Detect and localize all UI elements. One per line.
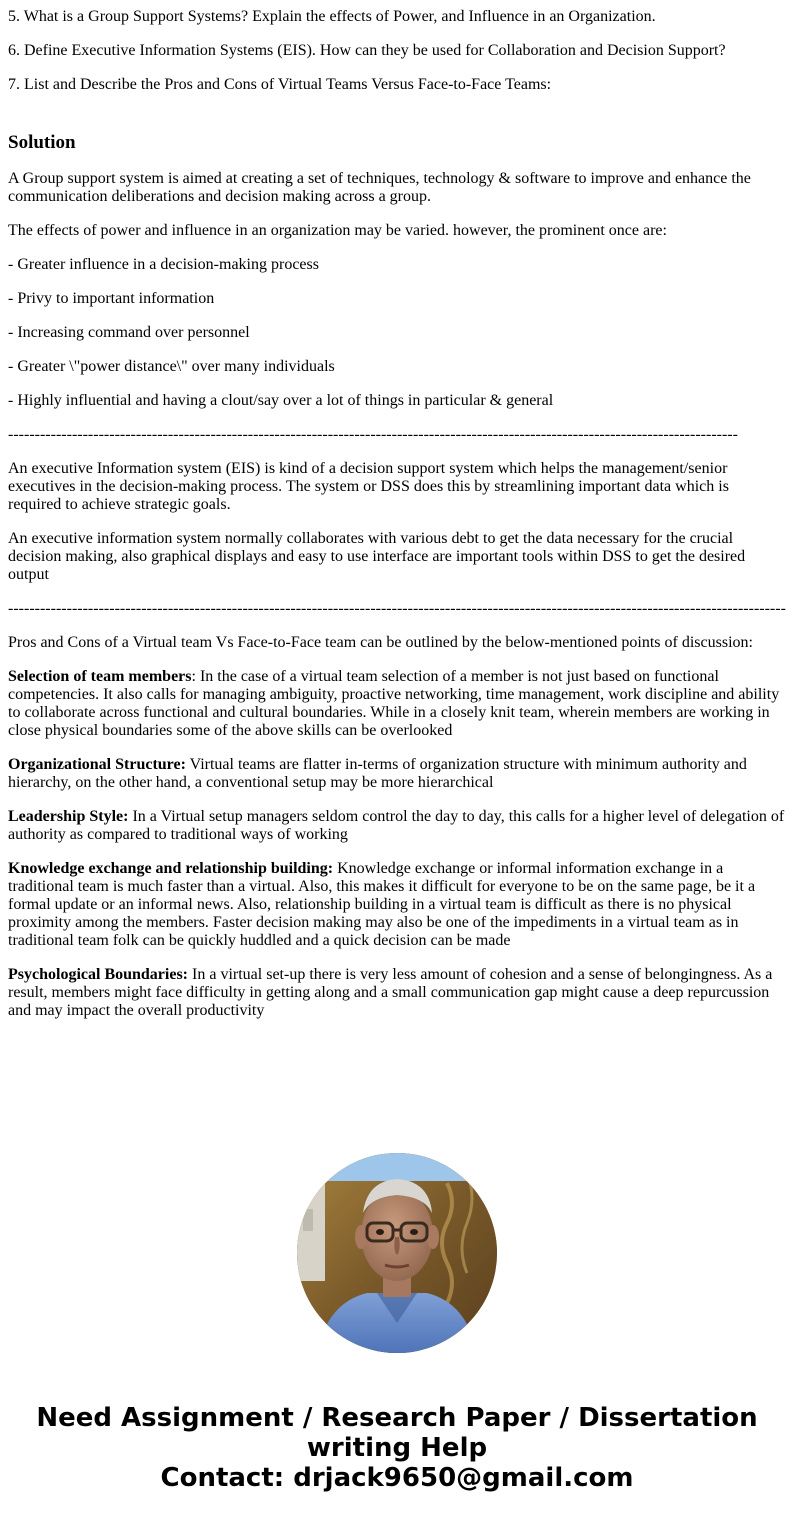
promo-contact: Contact: drjack9650@gmail.com xyxy=(160,1463,634,1493)
gss-effect-item: - Greater \"power distance\" over many individuals xyxy=(8,358,335,375)
virtual-point-term: Organizational Structure: xyxy=(8,756,186,773)
virtual-point-term: Psychological Boundaries: xyxy=(8,966,189,983)
section-divider: -------------------------------------------------------------------------------------------------------------------------------------------------- xyxy=(8,600,786,617)
virtual-intro: Pros and Cons of a Virtual team Vs Face-to-Face team can be outlined by the below-mentioned points of discussion: xyxy=(8,634,753,651)
virtual-point xyxy=(8,966,786,1020)
gss-effect-item: - Highly influential and having a clout/say over a lot of things in particular & general xyxy=(8,392,554,409)
virtual-point-term: Leadership Style: xyxy=(8,808,129,825)
virtual-point-text: In a virtual set-up there is very less amount of cohesion and a sense of belongingness. As a result, members might face difficulty in getting along and a small communication gap might cause a deep repurcussion and may impact the overall productivity xyxy=(8,966,773,1019)
virtual-point-text: Virtual teams are flatter in-terms of organization structure with minimum authority and hierarchy, on the other hand, a conventional setup may be more hierarchical xyxy=(8,756,747,791)
gss-effect-item: - Greater influence in a decision-making process xyxy=(8,256,319,273)
virtual-point-text: : In the case of a virtual team selection of a member is not just based on functional competencies. It also calls for managing ambiguity, proactive networking, time management, work discipline and ability to collaborate across functional and cultural boundaries. While in a closely knit team, wherein members are working in close physical boundaries some of the above skills can be overlooked xyxy=(8,668,780,739)
virtual-point-term: Knowledge exchange and relationship building: xyxy=(8,860,334,877)
virtual-point xyxy=(8,860,786,950)
eis-definition: An executive Information system (EIS) is kind of a decision support system which helps the management/senior executives in the decision-making process. The system or DSS does this by streamlining important data which is required to achieve strategic goals. xyxy=(8,460,729,513)
virtual-point xyxy=(8,668,786,740)
virtual-point xyxy=(8,756,786,792)
gss-effect-item: - Increasing command over personnel xyxy=(8,324,250,341)
article xyxy=(8,8,786,1036)
author-portrait-image xyxy=(297,1153,497,1353)
solution-heading: Solution xyxy=(8,132,76,153)
author-avatar xyxy=(297,1153,497,1353)
question-7: 7. List and Describe the Pros and Cons of Virtual Teams Versus Face-to-Face Teams: xyxy=(8,76,552,93)
gss-definition: A Group support system is aimed at creating a set of techniques, technology & software to improve and enhance the communication deliberations and decision making across a group. xyxy=(8,170,751,205)
question-5: 5. What is a Group Support Systems? Explain the effects of Power, and Influence in an Organization. xyxy=(8,8,656,25)
promo-banner xyxy=(0,1403,794,1493)
virtual-point-text: In a Virtual setup managers seldom control the day to day, this calls for a higher level of delegation of authority as compared to traditional ways of working xyxy=(8,808,785,843)
promo-line: Need Assignment / Research Paper / Dissertation xyxy=(36,1403,758,1433)
promo-line: writing Help xyxy=(306,1433,488,1463)
virtual-point-text: Knowledge exchange or informal information exchange in a traditional team is much faster than a virtual. Also, this makes it difficult for everyone to be on the same page, be it a formal update or an informal news. Also, relationship building in a virtual team is difficult as there is no physical proximity among the members. Faster decision making may also be one of the impediments in a virtual team as in traditional team folk can be quickly huddled and a quick decision can be made xyxy=(8,860,756,949)
question-6: 6. Define Executive Information Systems (EIS). How can they be used for Collaboration and Decision Support? xyxy=(8,42,726,59)
gss-effects-intro: The effects of power and influence in an organization may be varied. however, the prominent once are: xyxy=(8,222,667,239)
virtual-point xyxy=(8,808,786,844)
section-divider: ----------------------------------------------------------------------------------------------------------------------------------------- xyxy=(8,426,738,443)
virtual-point-term: Selection of team members xyxy=(8,668,192,685)
gss-effect-item: - Privy to important information xyxy=(8,290,215,307)
eis-collaboration: An executive information system normally collaborates with various debt to get the data necessary for the crucial decision making, also graphical displays and easy to use interface are important tools within DSS to get the desired output xyxy=(8,530,746,583)
